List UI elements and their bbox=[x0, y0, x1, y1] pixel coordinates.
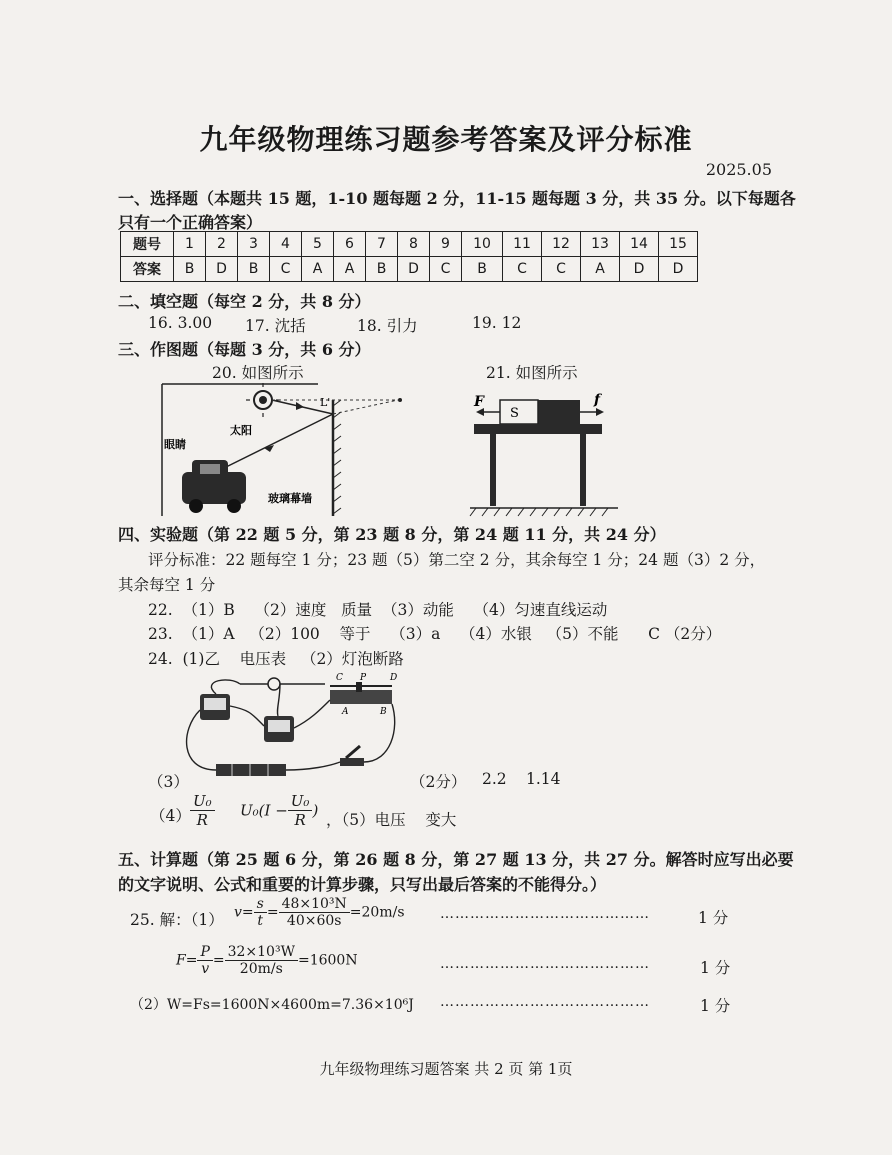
dot-leader-1: …………………………………… bbox=[440, 906, 650, 922]
answer-table bbox=[120, 231, 698, 282]
answer-24-part3-score: （2分） bbox=[410, 773, 467, 791]
answer-16: 16. 3.00 bbox=[148, 314, 213, 332]
block-s bbox=[500, 400, 538, 424]
score-3: 1 分 bbox=[700, 997, 731, 1015]
page-footer: 九年级物理练习题答案 共 2 页 第 1页 bbox=[319, 1060, 573, 1078]
answer-cell: D bbox=[398, 257, 430, 282]
s-label: S bbox=[510, 406, 519, 421]
prime-label: L' bbox=[320, 396, 331, 409]
work-formula: （2）W=Fs=1600N×4600m=7.36×10⁶J bbox=[130, 997, 414, 1013]
friction-f-label: f bbox=[594, 392, 601, 408]
answer-cell: C bbox=[503, 257, 542, 282]
answer-24-part1: 24. (1)乙 电压表 （2）灯泡断路 bbox=[148, 650, 404, 668]
formula-u0-over-r bbox=[190, 792, 215, 829]
q25-label: 25. 解：（1） bbox=[130, 911, 224, 929]
force-f1-den: v bbox=[201, 961, 210, 977]
number-cell: 13 bbox=[581, 232, 620, 257]
table-leg-right bbox=[580, 434, 586, 506]
wall-label: 玻璃幕墙 bbox=[268, 492, 312, 505]
answer-18: 18. 引力 bbox=[357, 317, 418, 335]
number-cell: 6 bbox=[334, 232, 366, 257]
terminal-p-label: P bbox=[360, 673, 367, 683]
number-cell: 10 bbox=[462, 232, 503, 257]
answer-cell: D bbox=[620, 257, 659, 282]
answer-cell: B bbox=[174, 257, 206, 282]
answer-17: 17. 沈括 bbox=[245, 317, 306, 335]
answer-24-part5: ，（5）电压 变大 bbox=[326, 811, 457, 829]
battery-icon bbox=[216, 764, 286, 776]
answer-header-cell: 答案 bbox=[121, 257, 174, 282]
exam-date: 2025.05 bbox=[705, 160, 772, 179]
velocity-f2-den: 40×60s bbox=[286, 913, 342, 929]
switch-icon bbox=[340, 746, 364, 766]
number-cell: 9 bbox=[430, 232, 462, 257]
terminal-d-label: D bbox=[390, 673, 398, 683]
answer-cell: B bbox=[238, 257, 270, 282]
answer-24-part3-value2: 1.14 bbox=[526, 770, 561, 788]
number-cell: 11 bbox=[503, 232, 542, 257]
section5-heading-line2: 的文字说明、公式和重要的计算步骤，只写出最后答案的不能得分。） bbox=[118, 875, 607, 894]
figure20-caption: 20. 如图所示 bbox=[212, 364, 304, 382]
number-cell: 14 bbox=[620, 232, 659, 257]
eye-label: 眼睛 bbox=[164, 438, 186, 451]
answer-cell: D bbox=[659, 257, 698, 282]
page-title: 九年级物理练习题参考答案及评分标准 bbox=[199, 123, 693, 156]
answer-24-part3-label: （3） bbox=[148, 773, 189, 791]
dot-leader-2: …………………………………… bbox=[440, 956, 650, 972]
sun-label: 太阳 bbox=[230, 424, 252, 437]
score-1: 1 分 bbox=[698, 909, 729, 927]
figure21-caption: 21. 如图所示 bbox=[486, 364, 578, 382]
answer-cell: C bbox=[270, 257, 302, 282]
grading-criteria-line1: 评分标准：22 题每空 1 分；23 题（5）第二空 2 分，其余每空 1 分；24 题（3）2 分， bbox=[148, 551, 766, 569]
number-cell: 7 bbox=[366, 232, 398, 257]
answer-24-part4-label: （4） bbox=[150, 807, 191, 825]
answer-cell: A bbox=[334, 257, 366, 282]
answer-cell: C bbox=[542, 257, 581, 282]
formula2-numerator: U₀ bbox=[288, 792, 313, 811]
number-header-cell: 题号 bbox=[121, 232, 174, 257]
force-eq: = bbox=[212, 952, 225, 969]
rheostat-slider bbox=[356, 682, 362, 692]
force-formula bbox=[176, 944, 358, 977]
velocity-f2-num: 48×10³N bbox=[279, 896, 350, 913]
answer-table-answer-row bbox=[121, 257, 698, 282]
terminal-a-label: A bbox=[342, 707, 349, 717]
force-f2-den: 20m/s bbox=[239, 961, 283, 977]
answer-cell: C bbox=[430, 257, 462, 282]
grading-criteria-line2: 其余每空 1 分 bbox=[118, 576, 216, 594]
force-f-label: F bbox=[474, 394, 484, 410]
formula2-denominator: R bbox=[294, 811, 306, 829]
section3-heading: 三、作图题（每题 3 分，共 6 分） bbox=[118, 340, 371, 359]
formula1-numerator: U₀ bbox=[190, 792, 215, 811]
reflected-ray bbox=[220, 414, 333, 470]
terminal-b-label: B bbox=[380, 707, 387, 717]
section2-heading: 二、填空题（每空 2 分，共 8 分） bbox=[118, 292, 371, 311]
formula-power-expression bbox=[240, 792, 318, 829]
velocity-eq: = bbox=[266, 904, 279, 921]
velocity-f1-den: t bbox=[257, 913, 264, 929]
answer-cell: A bbox=[581, 257, 620, 282]
block-dark bbox=[538, 400, 580, 424]
answer-table-number-row bbox=[121, 232, 698, 257]
number-cell: 4 bbox=[270, 232, 302, 257]
velocity-result: =20m/s bbox=[349, 904, 405, 921]
number-cell: 1 bbox=[174, 232, 206, 257]
table-top bbox=[474, 424, 602, 434]
section1-heading-line1: 一、选择题（本题共 15 题，1-10 题每题 2 分，11-15 题每题 3 分，共 35 分。以下每题各 bbox=[118, 189, 796, 208]
number-cell: 3 bbox=[238, 232, 270, 257]
answer-cell: B bbox=[462, 257, 503, 282]
bulb-icon bbox=[268, 678, 280, 690]
circuit-diagram bbox=[180, 670, 410, 782]
number-cell: 2 bbox=[206, 232, 238, 257]
force-f2-num: 32×10³W bbox=[225, 944, 298, 961]
rheostat bbox=[330, 690, 392, 704]
number-cell: 15 bbox=[659, 232, 698, 257]
section5-heading-line1: 五、计算题（第 25 题 6 分，第 26 题 8 分，第 27 题 13 分，共 27 分。解答时应写出必要 bbox=[118, 850, 794, 869]
formula2-suffix: ) bbox=[312, 801, 319, 820]
answer-19: 19. 12 bbox=[472, 314, 522, 332]
score-2: 1 分 bbox=[700, 959, 731, 977]
image-point bbox=[398, 398, 402, 402]
answer-22: 22. （1）B （2）速度 质量 （3）动能 （4）匀速直线运动 bbox=[148, 601, 608, 619]
formula2-prefix: U₀(I − bbox=[240, 801, 288, 820]
answer-cell: D bbox=[206, 257, 238, 282]
car-icon bbox=[182, 460, 246, 513]
formula1-denominator: R bbox=[196, 811, 208, 829]
answer-23: 23. （1）A （2）100 等于 （3）a （4）水银 （5）不能 C （2分） bbox=[148, 625, 722, 643]
velocity-f1-num: s bbox=[254, 896, 267, 913]
dot-leader-3: …………………………………… bbox=[440, 994, 650, 1010]
section4-heading: 四、实验题（第 22 题 5 分，第 23 题 8 分，第 24 题 11 分，共 24 分） bbox=[118, 525, 666, 544]
figure21-force-diagram bbox=[468, 388, 628, 518]
figure20-mirror-diagram bbox=[158, 382, 408, 518]
velocity-formula bbox=[234, 896, 405, 929]
force-f1-num: P bbox=[197, 944, 212, 961]
answer-cell: B bbox=[366, 257, 398, 282]
force-result: =1600N bbox=[297, 952, 358, 969]
table-leg-left bbox=[490, 434, 496, 506]
velocity-lhs: v= bbox=[234, 904, 254, 921]
number-cell: 8 bbox=[398, 232, 430, 257]
terminal-c-label: C bbox=[336, 673, 343, 683]
answer-cell: A bbox=[302, 257, 334, 282]
answer-24-part3-value1: 2.2 bbox=[482, 770, 507, 788]
ammeter-icon bbox=[200, 694, 230, 720]
force-lhs: F= bbox=[176, 952, 198, 969]
section1-heading-line2: 只有一个正确答案） bbox=[118, 213, 263, 232]
voltmeter-icon bbox=[264, 716, 294, 742]
number-cell: 12 bbox=[542, 232, 581, 257]
number-cell: 5 bbox=[302, 232, 334, 257]
